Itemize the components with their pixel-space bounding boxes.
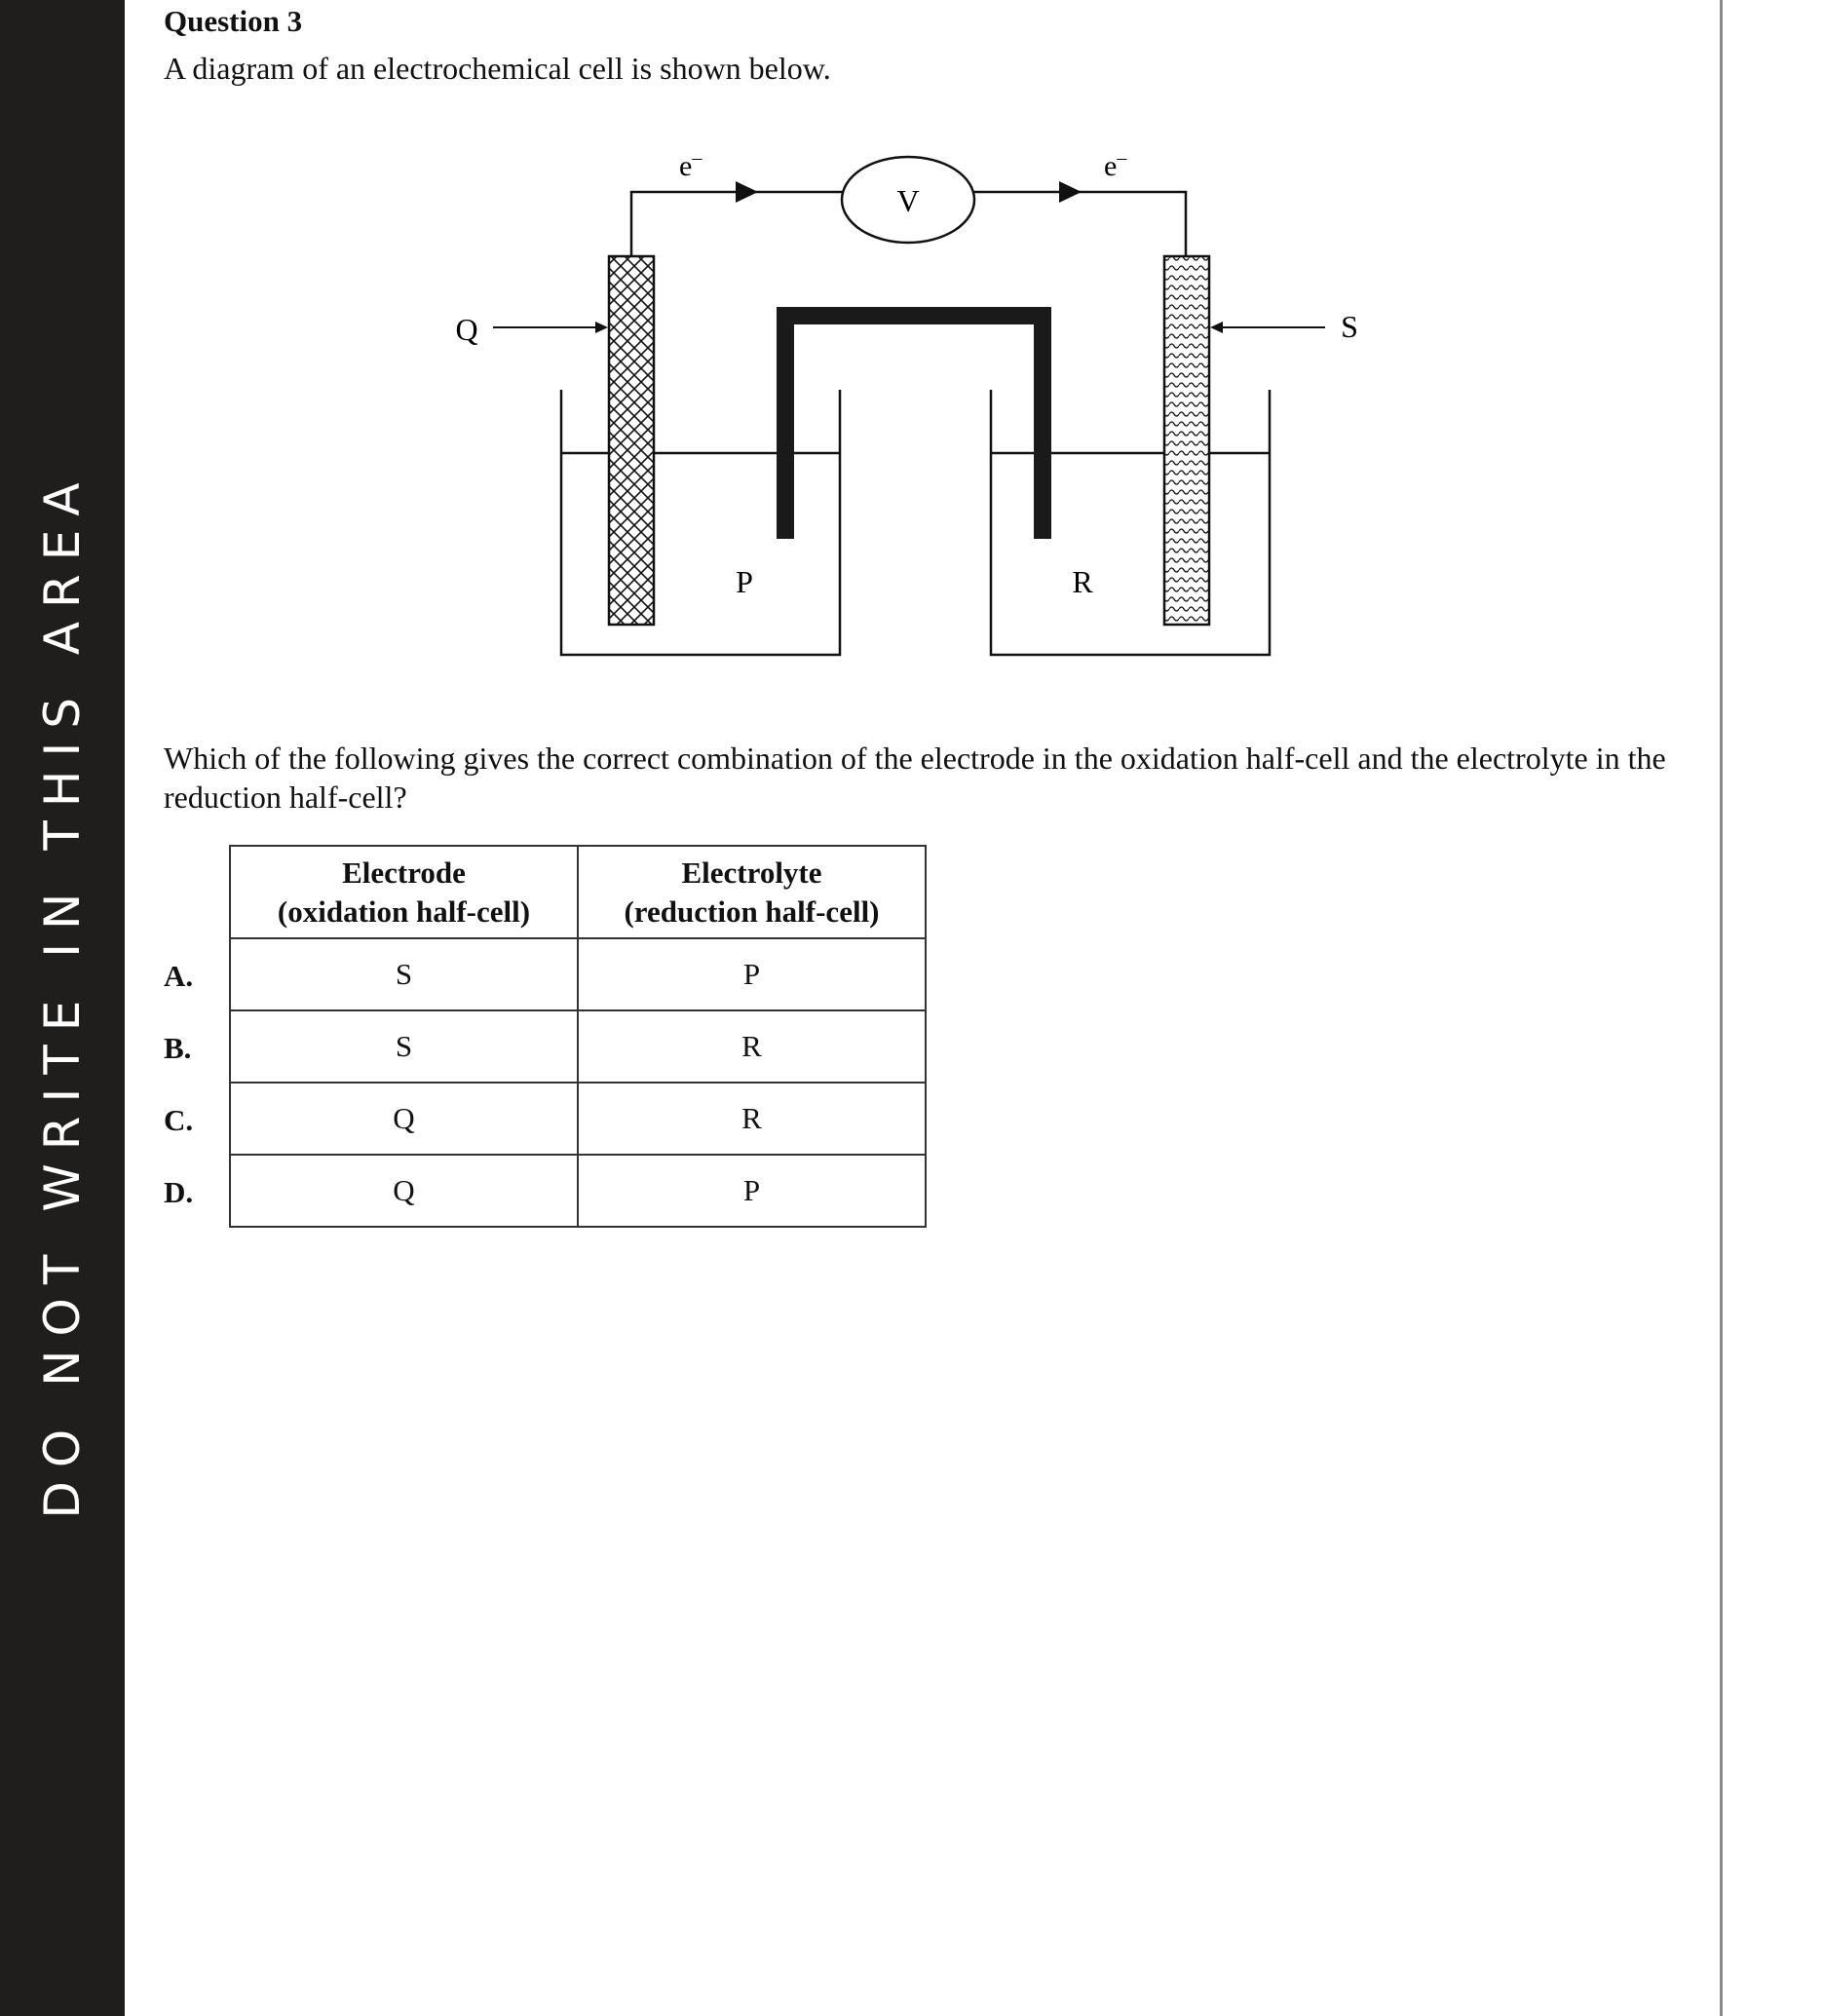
table-row: [230, 938, 926, 1010]
option-a-electrolyte: P: [578, 938, 926, 1010]
option-c-electrode: Q: [230, 1083, 578, 1155]
label-p: P: [736, 564, 753, 599]
option-d-electrolyte: P: [578, 1155, 926, 1227]
header-electrolyte-line1: Electrolyte: [681, 855, 822, 890]
header-electrode-line1: Electrode: [342, 855, 466, 890]
electrode-s: [1164, 256, 1209, 625]
voltmeter-label: V: [896, 183, 920, 218]
header-electrode-line2: (oxidation half-cell): [277, 894, 531, 929]
option-d-electrode: Q: [230, 1155, 578, 1227]
option-c-electrolyte: R: [578, 1083, 926, 1155]
svg-text:e–: [679, 147, 703, 182]
salt-bridge: [785, 316, 1043, 539]
electron-charge-left: –: [692, 147, 703, 169]
option-a-electrode: S: [230, 938, 578, 1010]
header-electrolyte-line2: (reduction half-cell): [624, 894, 880, 929]
electron-label-right: e: [1104, 150, 1118, 182]
svg-text:e–: [1104, 147, 1127, 182]
electron-label-left: e: [679, 150, 693, 182]
pointer-s-head: [1210, 322, 1223, 333]
electron-charge-right: –: [1117, 147, 1127, 169]
electrode-q: [609, 256, 654, 625]
question-text: Which of the following gives the correct combination of the electrode in the oxidation half-cell and the electrolyte in the reduction half-cell?: [164, 741, 1666, 815]
option-b-electrode: S: [230, 1010, 578, 1083]
table-row: [230, 1155, 926, 1227]
option-b-letter[interactable]: B.: [164, 1031, 192, 1065]
table-row: [230, 1010, 926, 1083]
left-beaker: [561, 390, 840, 655]
option-b-electrolyte: R: [578, 1010, 926, 1083]
option-c-letter[interactable]: C.: [164, 1103, 194, 1137]
option-a-letter[interactable]: A.: [164, 959, 194, 993]
electron-arrow-right: [1059, 181, 1082, 203]
header-electrode: [230, 846, 578, 938]
pointer-q-head: [595, 322, 608, 333]
table-header-row: [230, 846, 926, 938]
label-r: R: [1072, 564, 1093, 599]
table-row: [230, 1083, 926, 1155]
label-q: Q: [455, 312, 478, 347]
margin-warning-text: DO NOT WRITE IN THIS AREA: [34, 469, 91, 1519]
header-electrolyte: [578, 846, 926, 938]
question-intro: A diagram of an electrochemical cell is shown below.: [164, 51, 831, 86]
right-beaker: [991, 390, 1270, 655]
electrochemical-cell-diagram: [0, 0, 1823, 682]
label-s: S: [1341, 309, 1358, 344]
answer-table: [229, 845, 927, 1228]
question-title: Question 3: [164, 4, 303, 38]
electron-arrow-left: [736, 181, 758, 203]
option-d-letter[interactable]: D.: [164, 1175, 194, 1209]
